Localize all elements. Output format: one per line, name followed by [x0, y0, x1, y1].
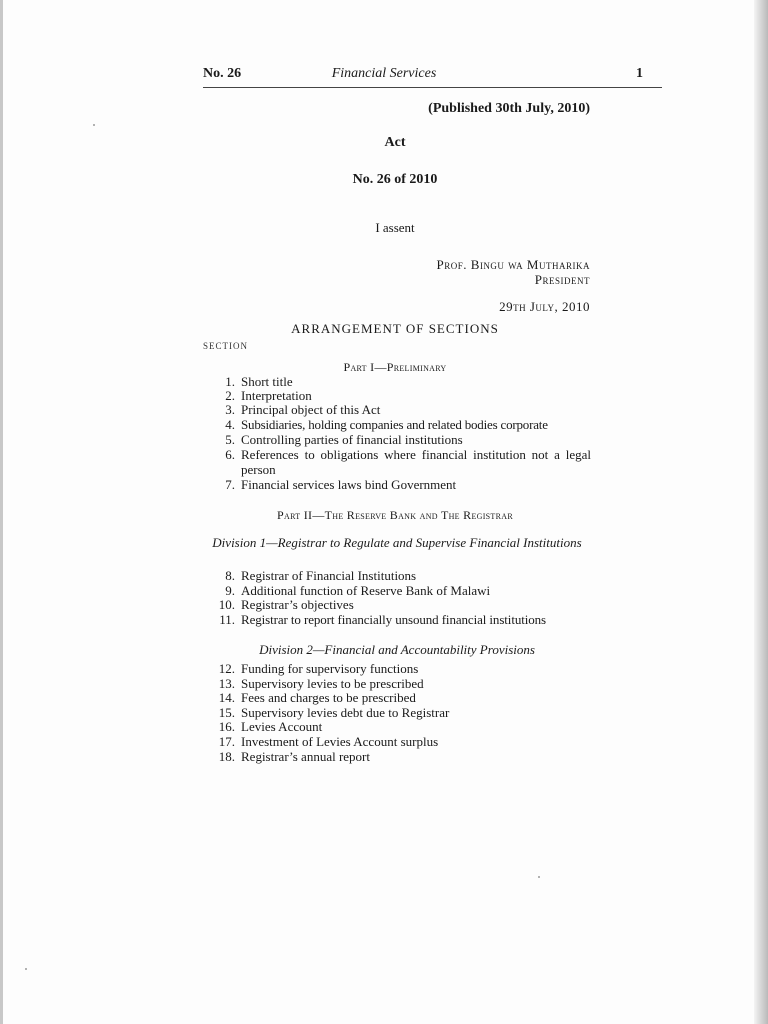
toc-item-title: Registrar to report financially unsound financial institutions: [241, 612, 547, 627]
scan-speck: [538, 876, 540, 878]
scan-speck: [93, 124, 95, 126]
header-running-title: Financial Services: [331, 66, 437, 81]
header-page-number: 1: [636, 66, 643, 81]
toc-item-title: Principal object of this Act: [241, 402, 381, 417]
toc-item-number: 12.: [218, 661, 235, 676]
toc-item-number: 11.: [219, 612, 235, 627]
toc-item-title: Subsidiaries, holding companies and related bodies corporate: [241, 417, 548, 432]
toc-item-number: 15.: [218, 705, 235, 720]
toc-item-title: Interpretation: [241, 388, 312, 403]
toc-item-title: References to obligations where financial institution not a legal person: [241, 447, 591, 477]
toc-item-title: Short title: [241, 374, 293, 389]
toc-item-number: 16.: [218, 719, 235, 734]
header-rule: [203, 87, 662, 88]
part1-heading: Part I—Preliminary: [343, 360, 447, 374]
toc-item-number: 6.: [225, 447, 235, 462]
header-act-number: No. 26: [203, 66, 242, 81]
toc-item-number: 2.: [225, 388, 235, 403]
toc-item-number: 14.: [218, 690, 235, 705]
toc-item-number: 3.: [225, 402, 235, 417]
scan-speck: [25, 968, 27, 970]
toc-item-title: Controlling parties of financial institutions: [241, 432, 463, 447]
toc-item-number: 8.: [225, 568, 235, 583]
published-date: (Published 30th July, 2010): [428, 101, 590, 116]
toc-item-number: 5.: [225, 432, 235, 447]
arrangement-title: ARRANGEMENT OF SECTIONS: [291, 321, 499, 336]
toc-item-title: Financial services laws bind Government: [241, 477, 457, 492]
toc-item-number: 4.: [225, 417, 235, 432]
toc-item-number: 1.: [225, 374, 235, 389]
toc-item-title: Registrar of Financial Institutions: [241, 568, 417, 583]
toc-item-title: Additional function of Reserve Bank of Malawi: [241, 583, 491, 598]
toc-item-title: Fees and charges to be prescribed: [241, 690, 416, 705]
toc-item-number: 7.: [225, 477, 235, 492]
division2-heading: Division 2—Financial and Accountability Provisions: [259, 642, 535, 657]
toc-item-title: Registrar’s objectives: [241, 597, 354, 612]
toc-item-number: 9.: [225, 583, 235, 598]
section-column-label: SECTION: [203, 341, 248, 351]
toc-item-title: Supervisory levies debt due to Registrar: [241, 705, 450, 720]
toc-item-title: Levies Account: [241, 719, 323, 734]
toc-item-number: 13.: [218, 676, 235, 691]
toc-item-title: Registrar’s annual report: [241, 749, 370, 764]
toc-item-number: 17.: [218, 734, 235, 749]
assent-date: 29th July, 2010: [499, 299, 590, 314]
assent-text: I assent: [375, 220, 415, 235]
act-label: Act: [384, 135, 406, 150]
signatory-title: President: [534, 272, 590, 287]
signatory-name: Prof. Bingu wa Mutharika: [436, 257, 590, 272]
part2-heading: Part II—The Reserve Bank and The Registrar: [277, 508, 513, 522]
toc-item-title: Investment of Levies Account surplus: [241, 734, 439, 749]
toc-item-title: Supervisory levies to be prescribed: [241, 676, 424, 691]
toc-item-number: 10.: [218, 597, 235, 612]
division1-heading: Division 1—Registrar to Regulate and Supervise Financial Institutions: [212, 535, 582, 550]
act-number-line: No. 26 of 2010: [352, 172, 438, 187]
toc-item-title: Funding for supervisory functions: [241, 661, 419, 676]
toc-item-number: 18.: [218, 749, 235, 764]
